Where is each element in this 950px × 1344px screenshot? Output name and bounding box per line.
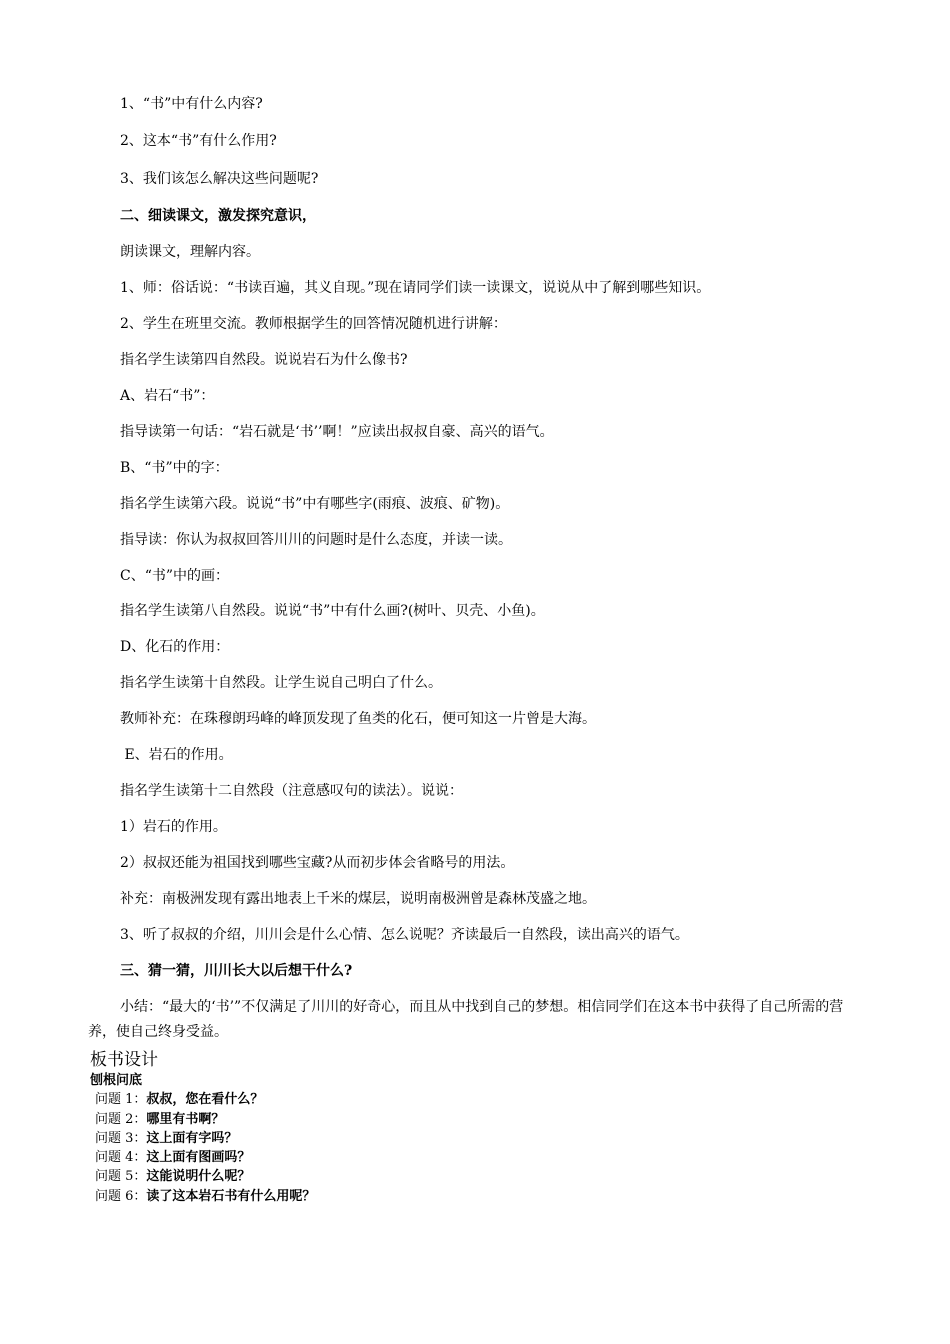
question-text: 读了这本岩石书有什么用呢？: [146, 1189, 316, 1204]
text-line: 指名学生读第十自然段。让学生说自己明白了什么。: [120, 675, 442, 691]
text-line: 指名学生读第八自然段。说说“书”中有什么画?(树叶、贝壳、小鱼)。: [120, 603, 545, 619]
question-text: 叔叔，您在看什么？: [146, 1092, 264, 1107]
text-line: 指名学生读第六段。说说“书”中有哪些字(雨痕、波痕、矿物)。: [120, 496, 510, 512]
text-line: 朗读课文，理解内容。: [120, 244, 260, 260]
text-line: 指导读：你认为叔叔回答川川的问题时是什么态度，并读一读。: [120, 532, 512, 548]
text-line: 3、听了叔叔的介绍，川川会是什么心情、怎么说呢？齐读最后一自然段，读出高兴的语气。: [120, 927, 689, 943]
board-question: [95, 1167, 250, 1186]
question-text: 这上面有图画吗？: [146, 1150, 251, 1165]
text-line: 1、师：俗话说：“书读百遍，其义自现。”现在请同学们读一读课文，说说从中了解到哪些知识。: [120, 280, 711, 296]
text-line: 教师补充：在珠穆朗玛峰的峰顶发现了鱼类的化石，便可知这一片曾是大海。: [120, 711, 596, 727]
question-line-3: 3、我们该怎么解决这些问题呢?: [120, 171, 319, 187]
section-heading-2: 二、细读课文，激发探究意识，: [120, 208, 316, 224]
text-line: 指名学生读第四自然段。说说岩石为什么像书?: [120, 352, 408, 368]
text-line: 指名学生读第十二自然段（注意感叹句的读法）。说说：: [120, 783, 463, 799]
question-label: 问题 3：: [95, 1131, 147, 1146]
subheading-b: B、“书”中的字：: [120, 460, 229, 476]
question-text: 这能说明什么呢？: [146, 1169, 251, 1184]
question-line-1: 1、“书”中有什么内容?: [120, 96, 263, 112]
summary-paragraph: 小结：“最大的‘书’”不仅满足了川川的好奇心，而且从中找到自己的梦想。相信同学们在这本书中获得了自己所需的营养，使自己终身受益。: [88, 999, 844, 1040]
subheading-e: E、岩石的作用。: [120, 747, 233, 763]
question-label: 问题 6：: [95, 1189, 147, 1204]
board-question: [95, 1187, 315, 1206]
board-question: [95, 1090, 263, 1109]
board-design-subtitle: 刨根问底: [90, 1073, 143, 1088]
question-text: 哪里有书啊？: [146, 1112, 225, 1127]
text-line: 1）岩石的作用。: [120, 819, 227, 835]
board-question: [95, 1129, 237, 1148]
board-question: [95, 1148, 250, 1167]
board-question: [95, 1110, 224, 1129]
subheading-a: A、岩石“书”：: [120, 388, 215, 404]
question-label: 问题 1：: [95, 1092, 147, 1107]
text-line: 补充：南极洲发现有露出地表上千米的煤层，说明南极洲曾是森林茂盛之地。: [120, 891, 596, 907]
question-label: 问题 5：: [95, 1169, 147, 1184]
text-line: 2、学生在班里交流。教师根据学生的回答情况随机进行讲解：: [120, 316, 507, 332]
subheading-d: D、化石的作用：: [120, 639, 230, 655]
board-design-title: 板书设计: [90, 1050, 158, 1070]
question-label: 问题 4：: [95, 1150, 147, 1165]
question-line-2: 2、这本“书”有什么作用?: [120, 133, 277, 149]
section-heading-3: 三、猜一猜，川川长大以后想干什么?: [120, 963, 353, 979]
question-text: 这上面有字吗？: [146, 1131, 238, 1146]
text-line: 2）叔叔还能为祖国找到哪些宝藏?从而初步体会省略号的用法。: [120, 855, 515, 871]
text-line: 指导读第一句话：“岩石就是‘书’’啊！”应读出叔叔自豪、高兴的语气。: [120, 424, 554, 440]
question-label: 问题 2：: [95, 1112, 147, 1127]
subheading-c: C、“书”中的画：: [120, 568, 230, 584]
